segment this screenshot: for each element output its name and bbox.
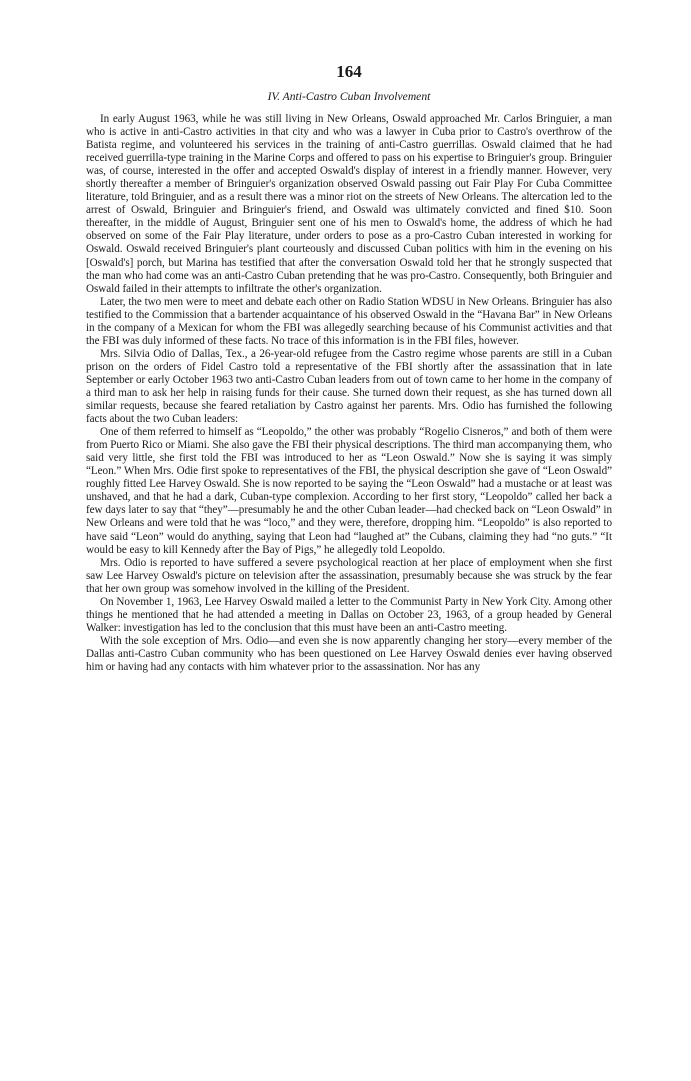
paragraph: Later, the two men were to meet and debate each other on Radio Station WDSU in New Orleans. Bringuier has also testified to the Commission that a bartender acquaintance of his observed Oswald in the “Havana Bar” in New Orleans in the company of a Mexican for whom the FBI was allegedly searching because of his Communist activities and that the FBI was duly informed of these facts. No trace of this information is in the FBI files, however. [86,295,612,347]
paragraph: In early August 1963, while he was still living in New Orleans, Oswald approached Mr. Carlos Bringuier, a man who is active in anti-Castro activities in that city and who was a lawyer in Cuba prior to Castro's overthrow of the Batista regime, and volunteered his services in the training of anti-Castro guerrillas. Oswald claimed that he had received guerrilla-type training in the Marine Corps and offered to pass on his expertise to Bringuier's group. Bringuier was, of course, interested in the offer and accepted Oswald's display of interest in a friendly manner. However, very shortly thereafter a member of Bringuier's organization observed Oswald passing out Fair Play For Cuba Committee literature, told Bringuier, and as a result there was a minor riot on the streets of New Orleans. The altercation led to the arrest of Oswald, Bringuier and Bringuier's friend, and Oswald was ultimately convicted and fined $10. Soon thereafter, in the middle of August, Bringuier sent one of his men to Oswald's home, the address of which he had observed on some of the Fair Play literature, under orders to pose as a pro-Castro Cuban interested in working for Oswald. Oswald received Bringuier's plant courteously and discussed Cuban politics with him in the evening on his [Oswald's] porch, but Marina has testified that after the conversation Oswald told her that he strongly suspected that the man who had come was an anti-Castro Cuban pretending that he was pro-Castro. Consequently, both Bringuier and Oswald failed in their attempts to infiltrate the other's organization. [86,113,612,295]
paragraph: With the sole exception of Mrs. Odio—and even she is now apparently changing her story—every member of the Dallas anti-Castro Cuban community who has been questioned on Lee Harvey Oswald denies ever having observed him or having had any contacts with him whatever prior to the assassination. Nor has any [86,634,612,673]
paragraph: Mrs. Silvia Odio of Dallas, Tex., a 26-year-old refugee from the Castro regime whose parents are still in a Cuban prison on the orders of Fidel Castro told a representative of the FBI shortly after the assassination that in late September or early October 1963 two anti-Castro Cuban leaders from out of town came to her home in the company of a third man to ask her help in raising funds for their cause. She turned down their request, as she has turned down all similar requests, because she feared retaliation by Castro against her parents. Mrs. Odio has furnished the following facts about the two Cuban leaders: [86,347,612,426]
body-text [86,113,612,674]
document-page [86,62,612,674]
paragraph: Mrs. Odio is reported to have suffered a severe psychological reaction at her place of employment when she first saw Lee Harvey Oswald's picture on television after the assassination, presumably because she was struck by the fear that her own group was somehow involved in the killing of the President. [86,556,612,595]
paragraph: On November 1, 1963, Lee Harvey Oswald mailed a letter to the Communist Party in New York City. Among other things he mentioned that he had attended a meeting in Dallas on October 23, 1963, of a group headed by General Walker: investigation has led to the conclusion that this must have been an anti-Castro meeting. [86,595,612,634]
section-title: IV. Anti-Castro Cuban Involvement [267,90,431,103]
paragraph: One of them referred to himself as “Leopoldo,” the other was probably “Rogelio Cisneros,” and both of them were from Puerto Rico or Miami. She also gave the FBI their physical descriptions. The third man accompanying them, who said very little, she first told the FBI was introduced to her as “Leon Oswald.” Now she is saying it was simply “Leon.” When Mrs. Odie first spoke to representatives of the FBI, the physical description she gave of “Leon Oswald” roughly fitted Lee Harvey Oswald. She is now reported to be saying the “Leon Oswald” had a mustache or at least was unshaved, and that he had a dark, Cuban-type complexion. According to her first story, “Leopoldo” called her back a few days later to say that “they”—presumably he and the other Cuban leader—had checked back on “Leon Oswald” in New Orleans and were told that he was “loco,” and they were, therefore, dropping him. “Leopoldo” is also reported to have said “Leon” would do anything, saying that Leon had “laughed at” the Cubans, claiming they had “no guts.” “It would be easy to kill Kennedy after the Bay of Pigs,” he allegedly told Leopoldo. [86,426,612,556]
page-number: 164 [336,62,362,81]
